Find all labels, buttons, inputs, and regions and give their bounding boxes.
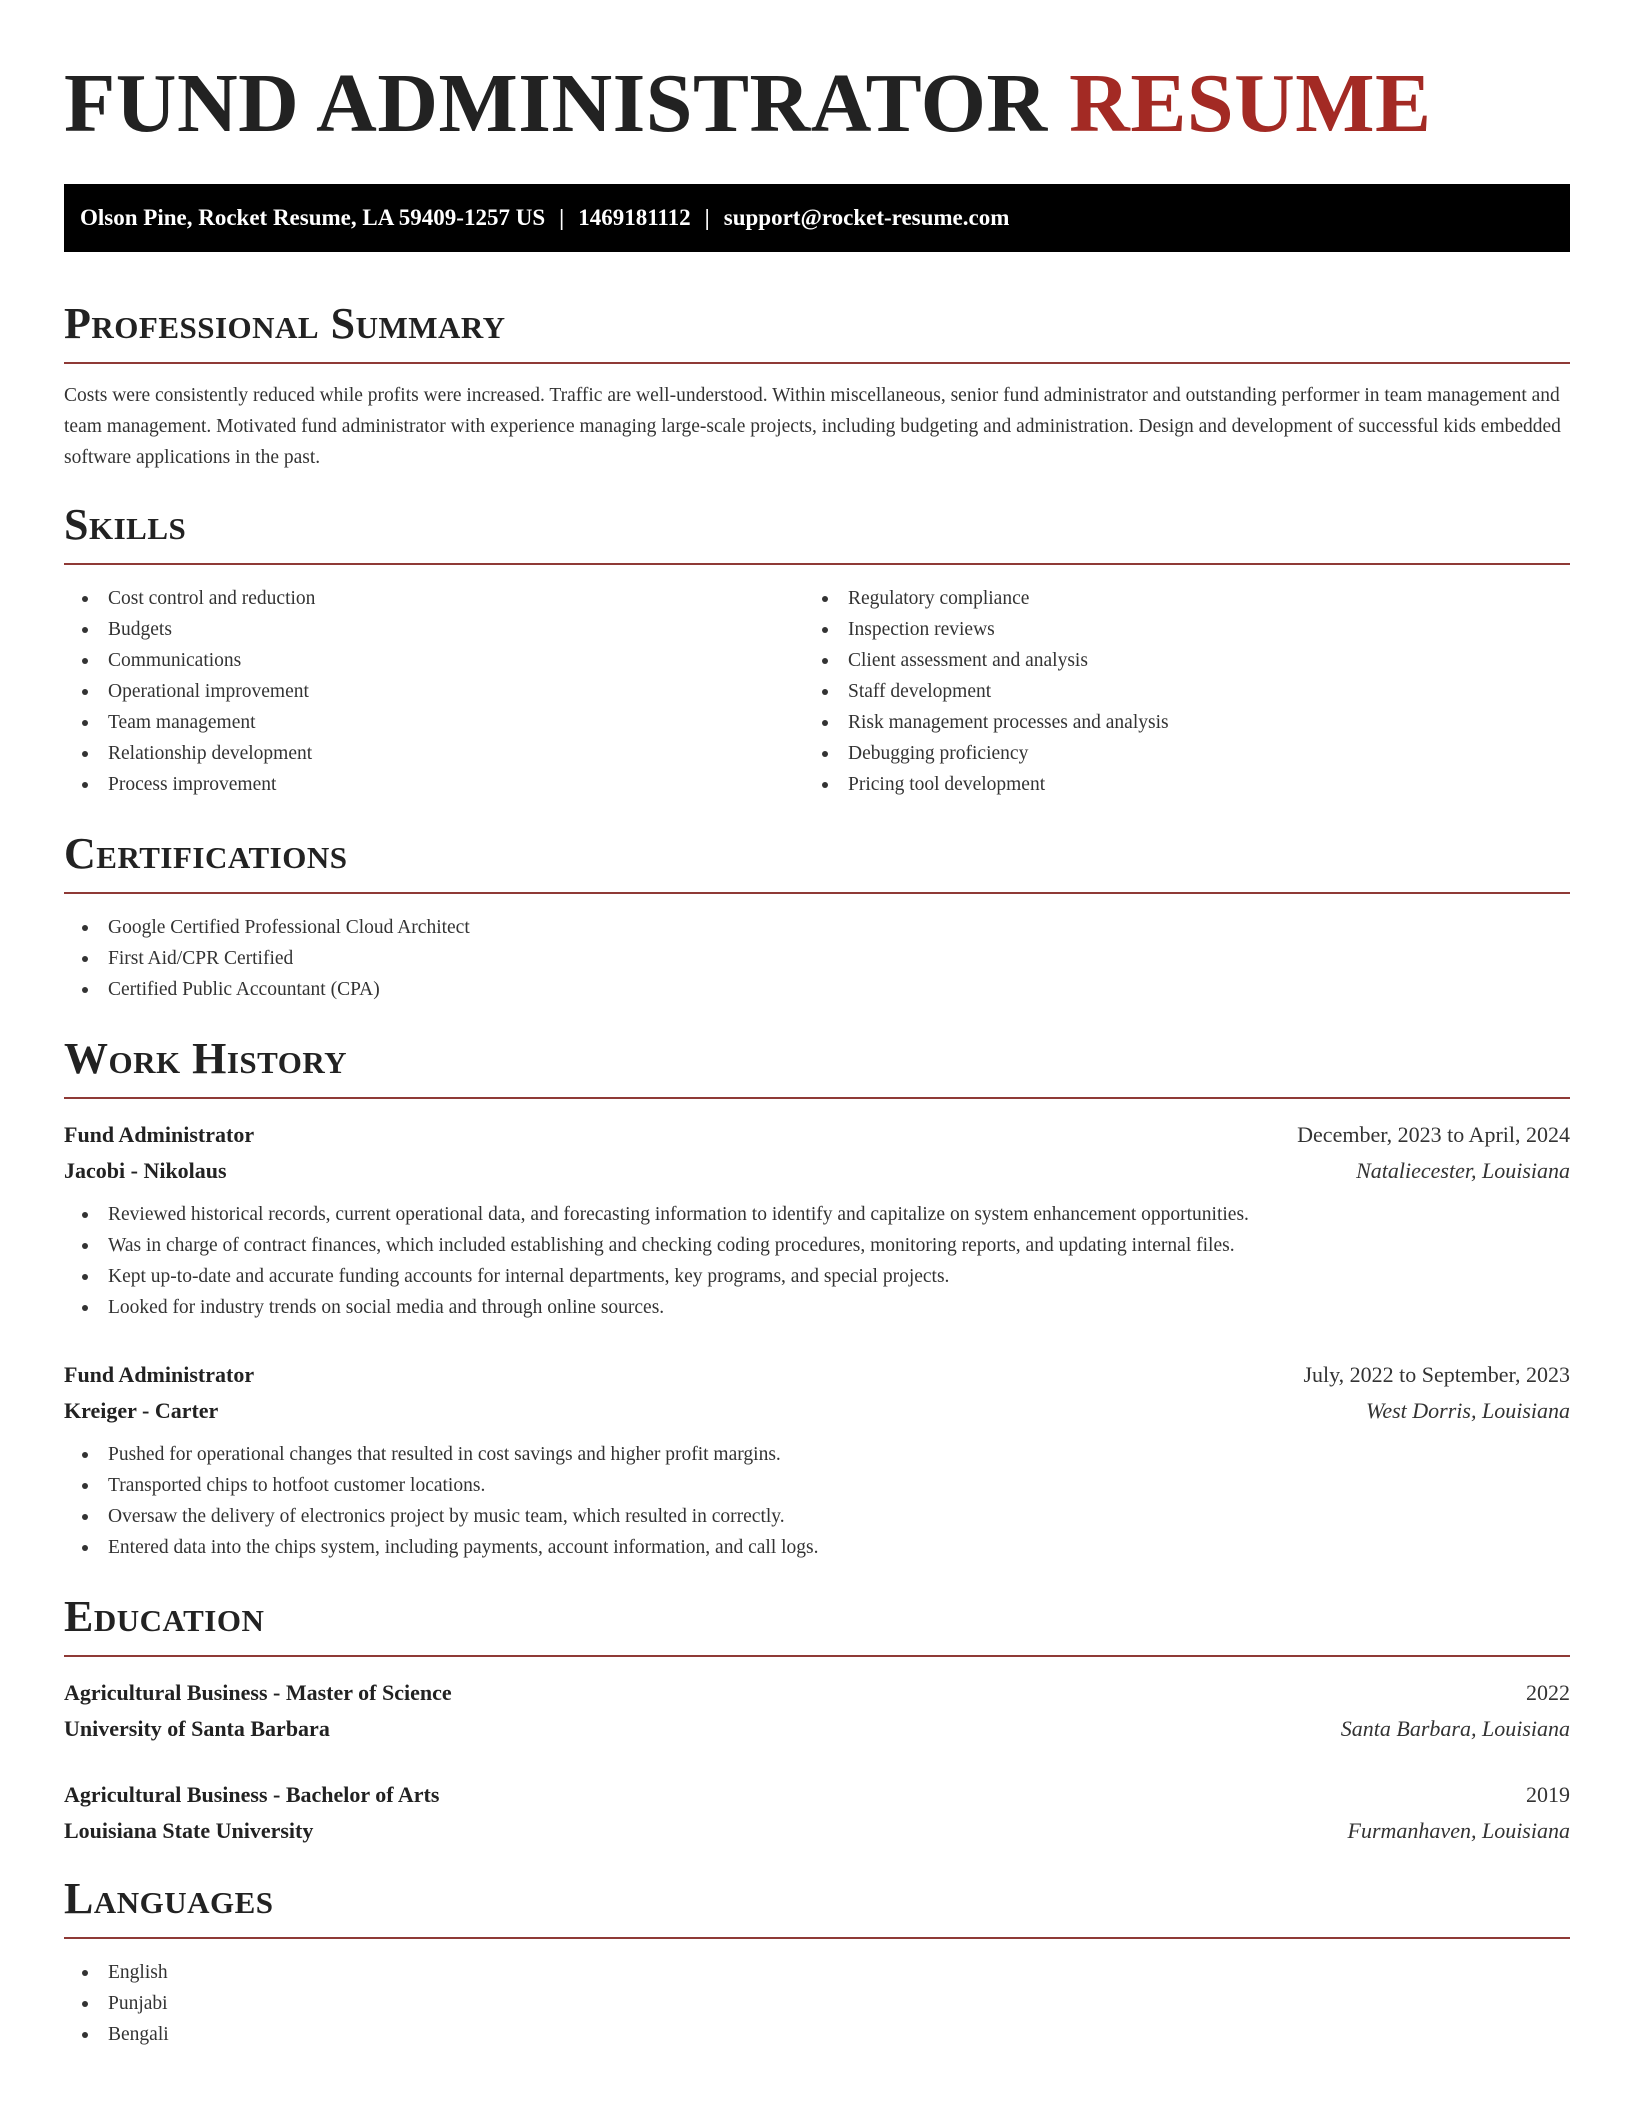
contact-separator: | — [704, 205, 710, 230]
section-divider — [64, 1097, 1570, 1099]
education-degree-row — [64, 1777, 1570, 1813]
education-school: University of Santa Barbara — [64, 1716, 330, 1741]
resume-page — [64, 0, 1570, 2050]
job-company: Jacobi - Nikolaus — [64, 1158, 227, 1183]
work-history-section — [64, 1033, 1570, 1563]
section-heading-education: Education — [64, 1592, 265, 1641]
education-school-row — [64, 1813, 1570, 1849]
skill-item: Communications — [64, 645, 804, 676]
language-item: English — [64, 1957, 1570, 1988]
education-year: 2019 — [1526, 1782, 1570, 1807]
section-heading-summary: Professional Summary — [64, 299, 506, 348]
certification-item: Certified Public Accountant (CPA) — [64, 974, 1570, 1005]
skills-column-right — [804, 565, 1544, 800]
job-entry — [64, 1117, 1570, 1323]
education-degree-row — [64, 1675, 1570, 1711]
section-divider — [64, 1655, 1570, 1657]
education-entry — [64, 1675, 1570, 1747]
education-entry — [64, 1777, 1570, 1849]
education-degree: Agricultural Business - Master of Science — [64, 1680, 452, 1705]
certifications-section — [64, 828, 1570, 1005]
skills-list-right — [804, 583, 1544, 800]
job-bullet: Entered data into the chips system, including payments, account information, and call logs. — [64, 1532, 1570, 1563]
contact-address: Olson Pine, Rocket Resume, LA 59409-1257 US — [80, 205, 546, 230]
job-bullet: Looked for industry trends on social media and through online sources. — [64, 1292, 1570, 1323]
section-divider — [64, 362, 1570, 364]
education-school: Louisiana State University — [64, 1818, 314, 1843]
job-bullets — [64, 1439, 1570, 1563]
skills-column-left — [64, 565, 804, 800]
job-company-row — [64, 1153, 1570, 1189]
job-company-row — [64, 1393, 1570, 1429]
certifications-list — [64, 912, 1570, 1005]
skill-item: Relationship development — [64, 738, 804, 769]
job-bullet: Kept up-to-date and accurate funding accounts for internal departments, key programs, and special projects. — [64, 1261, 1570, 1292]
certification-item: First Aid/CPR Certified — [64, 943, 1570, 974]
skills-columns — [64, 565, 1570, 800]
job-header-row — [64, 1357, 1570, 1393]
job-dates: December, 2023 to April, 2024 — [1297, 1122, 1570, 1147]
skill-item: Pricing tool development — [804, 769, 1544, 800]
job-bullet: Transported chips to hotfoot customer locations. — [64, 1470, 1570, 1501]
skill-item: Budgets — [64, 614, 804, 645]
skill-item: Staff development — [804, 676, 1544, 707]
skill-item: Risk management processes and analysis — [804, 707, 1544, 738]
languages-section — [64, 1873, 1570, 2050]
contact-bar — [64, 184, 1570, 252]
section-heading-certifications: Certifications — [64, 829, 348, 878]
job-bullets — [64, 1199, 1570, 1323]
job-bullet: Pushed for operational changes that resulted in cost savings and higher profit margins. — [64, 1439, 1570, 1470]
skill-item: Inspection reviews — [804, 614, 1544, 645]
section-heading-skills: Skills — [64, 500, 187, 549]
skills-section — [64, 499, 1570, 800]
job-bullet: Reviewed historical records, current operational data, and forecasting information to identify and capitalize on system enhancement opportunities. — [64, 1199, 1570, 1230]
section-heading-languages: Languages — [64, 1874, 274, 1923]
education-location: Furmanhaven, Louisiana — [1347, 1818, 1570, 1843]
skill-item: Client assessment and analysis — [804, 645, 1544, 676]
skill-item: Regulatory compliance — [804, 583, 1544, 614]
education-location: Santa Barbara, Louisiana — [1340, 1716, 1570, 1741]
summary-text: Costs were consistently reduced while profits were increased. Traffic are well-understood. Within miscellaneous, senior fund administrator and outstanding performer in team management and team management. Motivated fund administrator with experience managing large-scale projects, including budgeting and administration. Design and development of successful kids embedded software applications in the past. — [64, 385, 1561, 468]
title-main: FUND ADMINISTRATOR — [64, 57, 1048, 150]
language-item: Punjabi — [64, 1988, 1570, 2019]
skill-item: Process improvement — [64, 769, 804, 800]
contact-separator: | — [559, 205, 565, 230]
contact-email[interactable]: support@rocket-resume.com — [723, 205, 1010, 230]
job-bullet: Oversaw the delivery of electronics project by music team, which resulted in correctly. — [64, 1501, 1570, 1532]
job-location: Nataliecester, Louisiana — [1356, 1158, 1570, 1183]
skills-list-left — [64, 583, 804, 800]
job-header-row — [64, 1117, 1570, 1153]
job-title: Fund Administrator — [64, 1122, 255, 1147]
education-school-row — [64, 1711, 1570, 1747]
job-bullet: Was in charge of contract finances, which included establishing and checking coding procedures, monitoring reports, and updating internal files. — [64, 1230, 1570, 1261]
summary-section — [64, 298, 1570, 473]
education-section — [64, 1591, 1570, 1849]
language-item: Bengali — [64, 2019, 1570, 2050]
skill-item: Cost control and reduction — [64, 583, 804, 614]
job-dates: July, 2022 to September, 2023 — [1303, 1362, 1570, 1387]
section-divider — [64, 892, 1570, 894]
education-year: 2022 — [1526, 1680, 1570, 1705]
resume-title — [64, 58, 1570, 150]
title-accent: RESUME — [1069, 57, 1432, 150]
job-location: West Dorris, Louisiana — [1366, 1398, 1570, 1423]
job-entry — [64, 1357, 1570, 1563]
skill-item: Team management — [64, 707, 804, 738]
certification-item: Google Certified Professional Cloud Architect — [64, 912, 1570, 943]
contact-phone[interactable]: 1469181112 — [578, 205, 691, 230]
section-heading-work-history: Work History — [64, 1034, 348, 1083]
languages-list — [64, 1957, 1570, 2050]
job-company: Kreiger - Carter — [64, 1398, 219, 1423]
skill-item: Operational improvement — [64, 676, 804, 707]
section-divider — [64, 1937, 1570, 1939]
job-title: Fund Administrator — [64, 1362, 255, 1387]
skill-item: Debugging proficiency — [804, 738, 1544, 769]
education-degree: Agricultural Business - Bachelor of Arts — [64, 1782, 440, 1807]
